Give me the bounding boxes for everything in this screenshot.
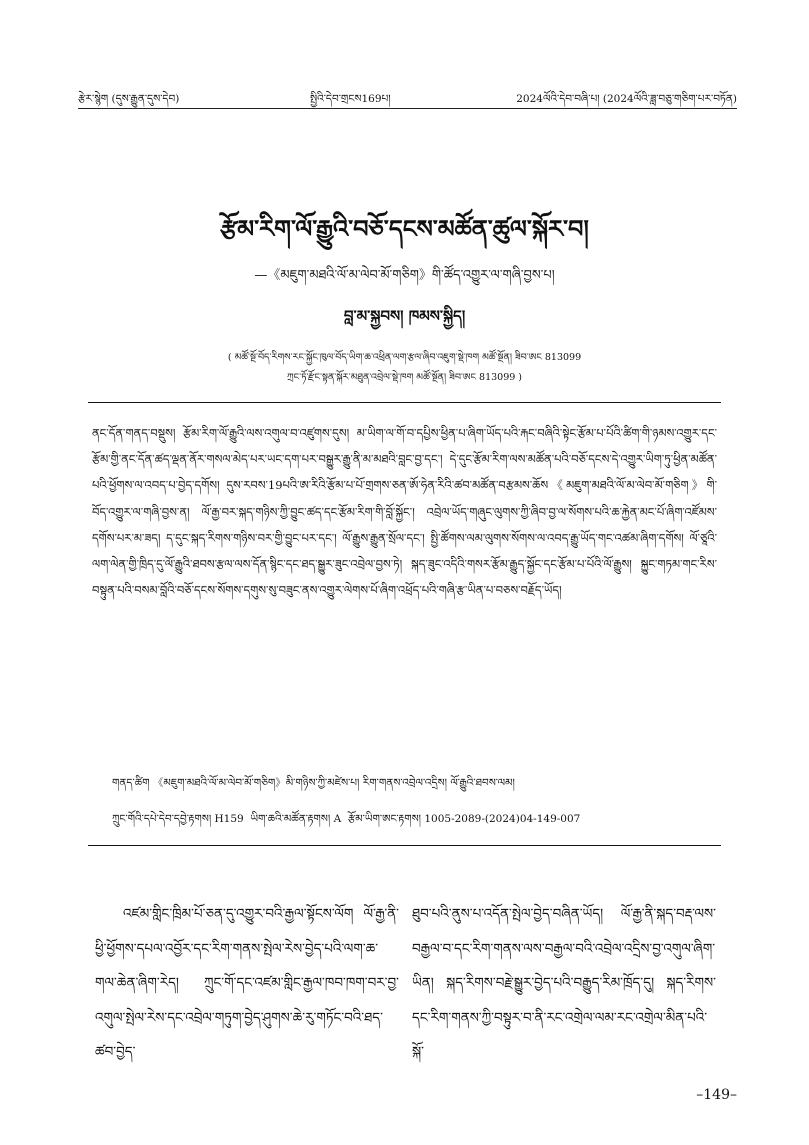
abstract-top-rule bbox=[88, 402, 721, 403]
running-header-date: 2024ལོའི་དེབ་བཞི་པ། (2024ལོའི་ཟླ་བཅུ་གཅིག་པར་བཏོན) bbox=[516, 93, 737, 105]
running-header-issue: སྤྱིའི་དེབ་གྲངས169པ། bbox=[310, 93, 391, 105]
keywords bbox=[112, 772, 717, 801]
doc-code-label: ཡིག་ཆའི་མཚོན་རྟགས། bbox=[250, 813, 331, 825]
classification bbox=[112, 808, 717, 837]
abstract-bottom-rule bbox=[88, 845, 721, 846]
affiliation-line-1: ( མཚོ་སྔོ་བོད་རིགས་རང་སྐྱོང་ཁུལ་བོད་ཡིག་ཆ་འཕྲིན་ལག་རྩལ་ཞིབ་འཇུག་སྡེ་ཁག མཚོ་སྔོན། ཟིབ་ཨང 813099 bbox=[227, 352, 582, 363]
page-number: –149– bbox=[696, 1087, 737, 1103]
article-title: རྩོམ་རིག་ལོ་རྒྱུའི་བཅོ་དངས་མཚོན་ཚུལ་སྐོར་བ། bbox=[220, 214, 589, 243]
body-column-right: ཐུབ་པའི་ནུས་པ་འདོན་སྤེལ་བྱེད་བཞིན་ཡོད། ལོ་རྒྱ་ནི་སྐད་བརྡ་ལས་བརྒྱལ་བ་དང་རིག་གནས་ལས་བརྒྱལ་བའི་འབྲེལ་འདྲིས་བྱ་འགུལ་ཞིག་ཡིན། སྐད་རིགས་བརྗེ་སྒྱུར་བྱེད་པའི་བརྒྱུད་རིམ་ཁྲོད་དུ། སྐད་རིགས་དང་རིག་གནས་ཀྱི་བསྟུར་བ་ནི་རང་འགྲེལ་ལམ་རང་འགྲེལ་མིན་པའི་སྐོ་ bbox=[412, 906, 716, 1060]
keywords-label: གནད་ཚིག bbox=[112, 777, 150, 789]
keywords-text: 《མཇུག་མཐའི་ལོ་མ་ལེབ་མོ་གཅིག》མི་གཉིས་ཀྱི་མཛེས་པ། རིག་གནས་འབྲེལ་འདྲིས། ལོ་རྒྱུའི་ཐབས་ལམ། bbox=[152, 777, 515, 789]
author-names: བླ་མ་སྐྱབས། ཁམས་སྐྱིད། bbox=[343, 307, 466, 325]
article-id-label: རྩོམ་ཡིག་ཨང་རྟགས། bbox=[347, 813, 422, 825]
article-subtitle: —《མཇུག་མཐའི་ལོ་མ་ལེབ་མོ་གཅིག》གི་ཚོད་འགྱུར་ལ་གཞི་བྱས་པ། bbox=[254, 268, 555, 283]
body-column-left: འཛམ་གླིང་ཁྲིམ་པོ་ཅན་དུ་འགྱུར་བའི་རྒྱལ་སྟོངས་ལོག ལོ་རྒྱ་ནི་ཕྱི་ཕྱོགས་དཔལ་འབྱོར་དང་རིག་གནས་སྤེལ་རེས་བྱེད་པའི་ལག་ཆ་གལ་ཆེན་ཞིག་རེད། ཀྲུང་གོ་དང་འཛམ་གླིང་རྒྱལ་ཁབ་ཁག་བར་བྱ་འགུལ་སྤེལ་རེས་དང་འབྲེལ་གཏུག་བྱེད་ཤུགས་ཆེ་རུ་གཏོང་བའི་ཐད་ཚབ་བྱེད་ bbox=[95, 906, 399, 1060]
affiliation-line-2: ཀྲང་ཏོ་རྫོང་སྟན་སྐོར་མཐུན་འབྲེལ་སྡེ་ཁག མཚོ་སྔོན། ཟིབ་ཨང 813099 ) bbox=[286, 372, 523, 383]
clc-code: H159 bbox=[214, 813, 244, 825]
abstract: ནང་དོན་གནད་བསྡུས། རྩོམ་རིག་ལོ་རྒྱུའི་ལས་འགུལ་བ་འཛུགས་དུས། མ་ཡིག་ལ་གོ་བ་དཔྱིས་ཕྱིན་པ་ཞིག་ཡོད་པའི་རྐང་བཞིའི་སྟེང་རྩོམ་པ་པོའི་ཚིག་གི་ཉམས་འགྱུར་དང་རྩོམ་གྱི་ནང་དོན་ཚད་ལྡན་ནོར་གསལ་མེད་པར་ཡང་དག་པར་བསྒྱུར་རྒྱུ་ནི་མ་མཐའི་བླང་བྱ་དང་། དེ་དུང་རྩོམ་རིག་ལས་མཚོན་པའི་བཅོ་དངས་དེ་འགྱུར་ཡིག་ཏུ་ཕྱིན་མཚོན་པའི་ཕྱོགས་ལ་འབད་པ་བྱེད་དགོས། དུས་རབས་19པའི་ཨ་རིའི་རྩོམ་པ་པོ་གྲགས་ཅན་ཨོ་ཧེན་རིའི་ཚབ་མཚོན་བརྩམས་ཆོས《མཇུག་མཐའི་ལོ་མ་ལེབ་མོ་གཅིག》གི་བོད་འགྱུར་ལ་གཞི་བྱས་ན། ལོ་རྒྱ་བར་སྐད་གཉིས་ཀྱི་བྱུང་ཚད་དང་རྩོམ་རིག་གི་བློ་སྐྱོང་། འབྲེལ་ཡོད་གཞུང་ལུགས་ཀྱི་ཞིབ་བྱ་ལ་སོགས་པའི་ཆ་རྐྱེན་མང་པོ་ཞིག་འཛོམས་དགོས་པར་མ་ཟད། ད་དུང་སྐད་རིགས་གཉིས་བར་གྱི་བྱུང་པར་དང་། ལོ་རྒྱུས་རྒྱུན་སྲོལ་དང་། སྤྱི་ཚོགས་ལམ་ལུགས་སོགས་ལ་འབད་རྒྱུ་ཡོད་གང་འཚམ་ཞིག་དགོས། ལོ་ཙཱའི་ལག་ལེན་གྱི་ཁྲིད་དུ་ལོ་རྒྱུའི་ཐབས་རྩལ་ལས་དོན་སྙིང་དང་ཐད་སྒྱུར་ཟུང་འབྲེལ་བྱས་ཏེ། སྐད་ཟུང་འདིའི་གསར་རྩོམ་རྒྱུད་སྐྱོང་དང་རྩོམ་པ་པོའི་ལོ་རྒྱུས། སྐྱུང་གཏམ་གང་རིས་བསྟུན་པའི་བསམ་བློའི་བཅོ་དངས་སོགས་དགུས་སུ་བཟུང་ནས་འགྱུར་ལེགས་པོ་ཞིག་འཕྲོད་པའི་གཞི་རྩ་ཡིན་པ་བཅས་བརྗོད་ཡོད། bbox=[92, 426, 717, 598]
clc-label: ཀྲུང་གོའི་དཔེ་དེབ་དབྱེ་རྟགས། bbox=[112, 813, 212, 825]
header-rule bbox=[78, 108, 737, 109]
running-header-journal: རྩེར་སྙེག (དུས་རྒྱུན་དུས་དེབ) bbox=[78, 93, 180, 105]
article-id: 1005-2089-(2024)04-149-007 bbox=[424, 813, 581, 825]
doc-code: A bbox=[333, 813, 342, 825]
